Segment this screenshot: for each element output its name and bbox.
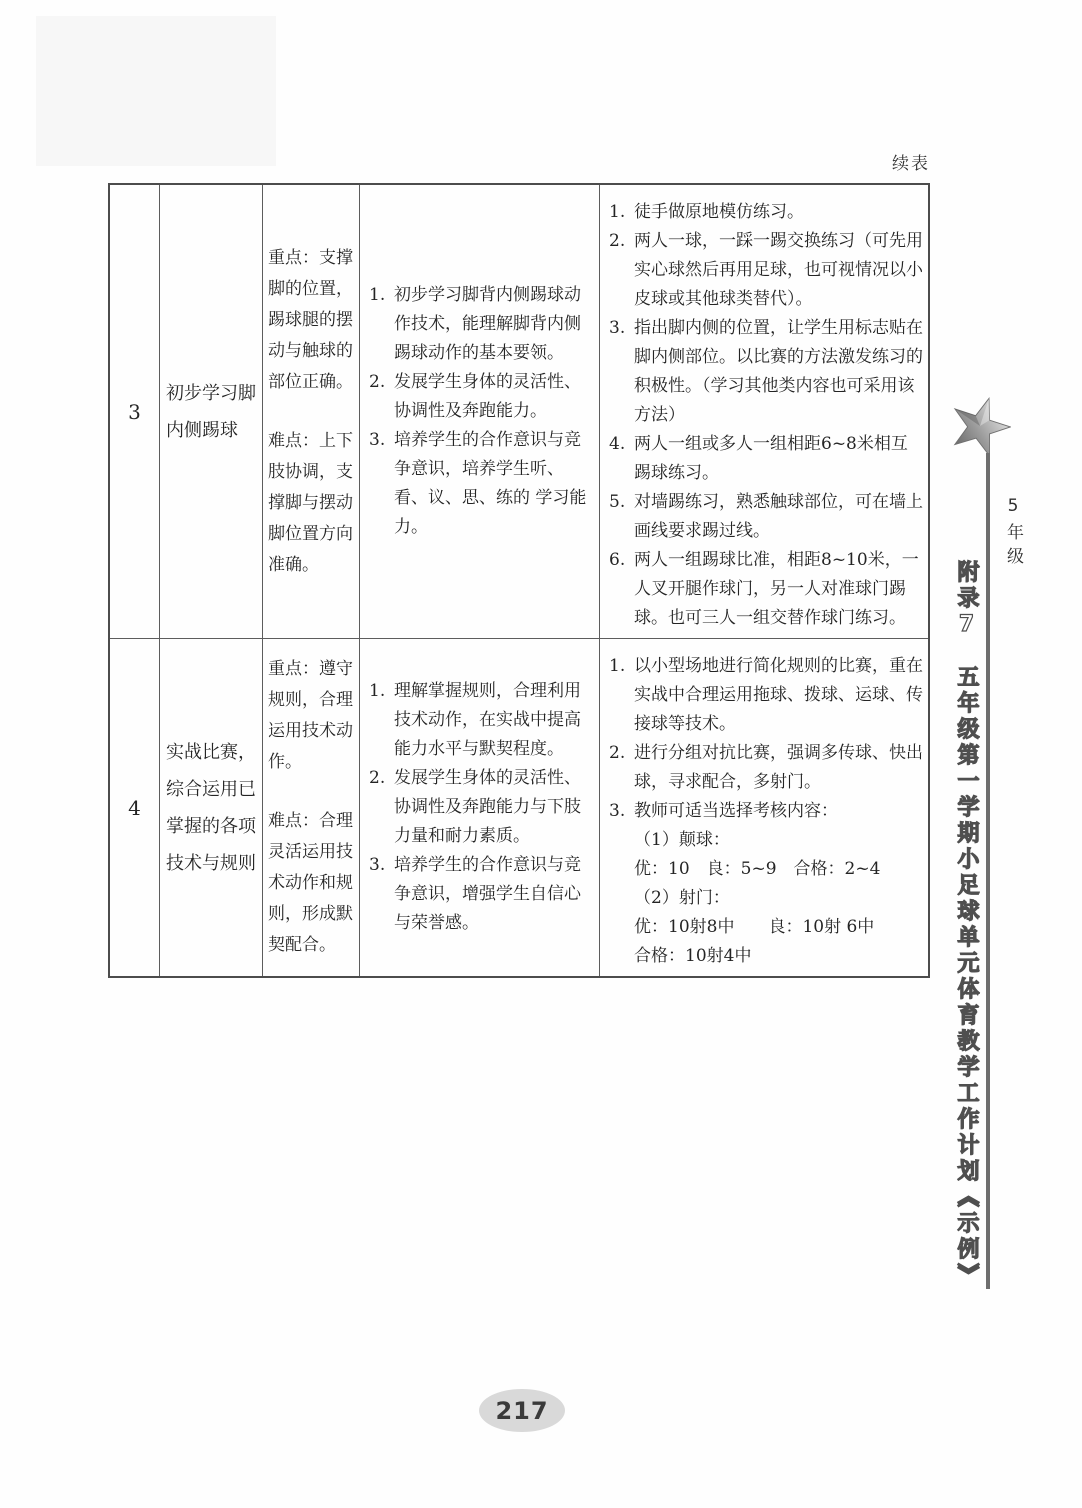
item-number: 1. bbox=[369, 285, 386, 305]
item-number: 2. bbox=[369, 372, 386, 392]
item-text: 徒手做原地模仿练习。 bbox=[634, 202, 804, 222]
appendix-label: 附录7 bbox=[954, 560, 979, 641]
teaching-goals-cell bbox=[359, 185, 599, 638]
item-number: 3. bbox=[369, 855, 386, 875]
method-item bbox=[609, 826, 923, 855]
key-points-cell bbox=[262, 185, 359, 638]
item-text: 理解掌握规则，合理利用技术动作，在实战中提高能力水平与默契程度。 bbox=[394, 681, 581, 759]
goal-item bbox=[369, 426, 593, 542]
item-text: 初步学习脚背内侧踢球动作技术，能理解脚背内侧踢球动作的基本要领。 bbox=[394, 285, 581, 363]
item-number: 5. bbox=[609, 492, 626, 512]
star-icon bbox=[949, 395, 1011, 457]
item-text: 优：10射8中 良：10射 6中 bbox=[634, 917, 875, 937]
teaching-goals-cell bbox=[359, 639, 599, 976]
method-item bbox=[609, 797, 923, 826]
method-item bbox=[609, 739, 923, 797]
item-number: 2. bbox=[609, 231, 626, 251]
item-text: 合格：10射4中 bbox=[634, 946, 752, 966]
method-item bbox=[609, 913, 923, 942]
item-text: 发展学生身体的灵活性、协调性及奔跑能力与下肢力量和耐力素质。 bbox=[394, 768, 581, 846]
key-points-cell bbox=[262, 639, 359, 976]
difficulty-point: 难点：上下肢协调，支撑脚与摆动脚位置方向准确。 bbox=[268, 430, 353, 575]
method-item bbox=[609, 198, 923, 227]
goal-item bbox=[369, 281, 593, 368]
method-item bbox=[609, 652, 923, 739]
item-number: 1. bbox=[369, 681, 386, 701]
row-number-cell: 4 bbox=[128, 795, 141, 820]
unit-title-suffix: 《示例》 bbox=[954, 1185, 979, 1289]
key-point: 重点：支撑脚的位置，踢球腿的摆动与触球的部位正确。 bbox=[268, 247, 353, 392]
item-number: 6. bbox=[609, 550, 626, 570]
lesson-table bbox=[108, 183, 930, 978]
item-number: 3. bbox=[609, 318, 626, 338]
item-number bbox=[609, 913, 634, 942]
item-number bbox=[609, 942, 634, 971]
method-item bbox=[609, 227, 923, 314]
item-number: 1. bbox=[609, 656, 626, 676]
item-number: 3. bbox=[369, 430, 386, 450]
page-number-badge bbox=[479, 1389, 565, 1432]
table-row bbox=[110, 185, 928, 638]
item-number: 2. bbox=[609, 743, 626, 763]
item-text: 两人一球，一踩一踢交换练习（可先用实心球然后再用足球，也可视情况以小皮球或其他球类替代）。 bbox=[634, 231, 923, 309]
item-text: （1）颠球： bbox=[634, 830, 730, 850]
teaching-methods-cell bbox=[599, 639, 928, 976]
item-text: 以小型场地进行简化规则的比赛，重在实战中合理运用拖球、拨球、运球、传接球等技术。 bbox=[634, 656, 923, 734]
item-text: 两人一组踢球比准，相距8~10米，一人叉开腿作球门，另一人对准球门踢球。也可三人一组交替作球门练习。 bbox=[634, 550, 919, 628]
method-item bbox=[609, 855, 923, 884]
method-item bbox=[609, 314, 923, 430]
grade-label: 5年级 bbox=[1003, 496, 1023, 571]
item-text: 培养学生的合作意识与竞争意识，增强学生自信心与荣誉感。 bbox=[394, 855, 581, 933]
goal-item bbox=[369, 851, 593, 938]
method-item bbox=[609, 942, 923, 971]
goal-item bbox=[369, 764, 593, 851]
item-number: 3. bbox=[609, 801, 626, 821]
goal-item bbox=[369, 368, 593, 426]
goal-item bbox=[369, 677, 593, 764]
teaching-methods-cell bbox=[599, 185, 928, 638]
unit-title: 五年级第一学期小足球单元体育教学工作计划 bbox=[954, 665, 979, 1185]
method-item bbox=[609, 488, 923, 546]
method-item bbox=[609, 546, 923, 633]
item-text: 发展学生身体的灵活性、协调性及奔跑能力。 bbox=[394, 372, 581, 421]
item-text: 对墙踢练习，熟悉触球部位，可在墙上画线要求踢过线。 bbox=[634, 492, 923, 541]
item-text: 指出脚内侧的位置，让学生用标志贴在脚内侧部位。以比赛的方法激发练习的积极性。（学习其他类内容也可采用该方法） bbox=[634, 318, 923, 425]
key-point: 重点：遵守规则，合理运用技术动作。 bbox=[268, 659, 353, 772]
difficulty-point: 难点：合理灵活运用技术动作和规则，形成默契配合。 bbox=[268, 811, 353, 955]
item-number bbox=[609, 855, 634, 884]
learning-content-cell: 初步学习脚内侧踢球 bbox=[159, 185, 262, 638]
appendix-title bbox=[944, 560, 988, 1300]
item-text: 两人一组或多人一组相距6~8米相互踢球练习。 bbox=[634, 434, 908, 483]
item-number bbox=[609, 826, 634, 855]
row-number-cell: 3 bbox=[128, 399, 141, 424]
item-text: 培养学生的合作意识与竞争意识，培养学生听、看、议、思、练的 学习能力。 bbox=[394, 430, 587, 537]
method-item bbox=[609, 430, 923, 488]
item-text: 进行分组对抗比赛，强调多传球、快出球，寻求配合，多射门。 bbox=[634, 743, 923, 792]
learning-content-cell: 实战比赛，综合运用已掌握的各项技术与规则 bbox=[159, 639, 262, 976]
continued-table-label: 续表 bbox=[892, 154, 930, 174]
item-number: 2. bbox=[369, 768, 386, 788]
table-row bbox=[110, 638, 928, 976]
item-text: 教师可适当选择考核内容： bbox=[634, 801, 838, 821]
item-text: 优：10 良：5~9 合格：2~4 bbox=[634, 859, 881, 879]
item-number bbox=[609, 884, 634, 913]
item-number: 1. bbox=[609, 202, 626, 222]
page-number: 217 bbox=[495, 1396, 549, 1425]
scan-shade bbox=[36, 16, 276, 166]
method-item bbox=[609, 884, 923, 913]
item-number: 4. bbox=[609, 434, 626, 454]
item-text: （2）射门： bbox=[634, 888, 730, 908]
